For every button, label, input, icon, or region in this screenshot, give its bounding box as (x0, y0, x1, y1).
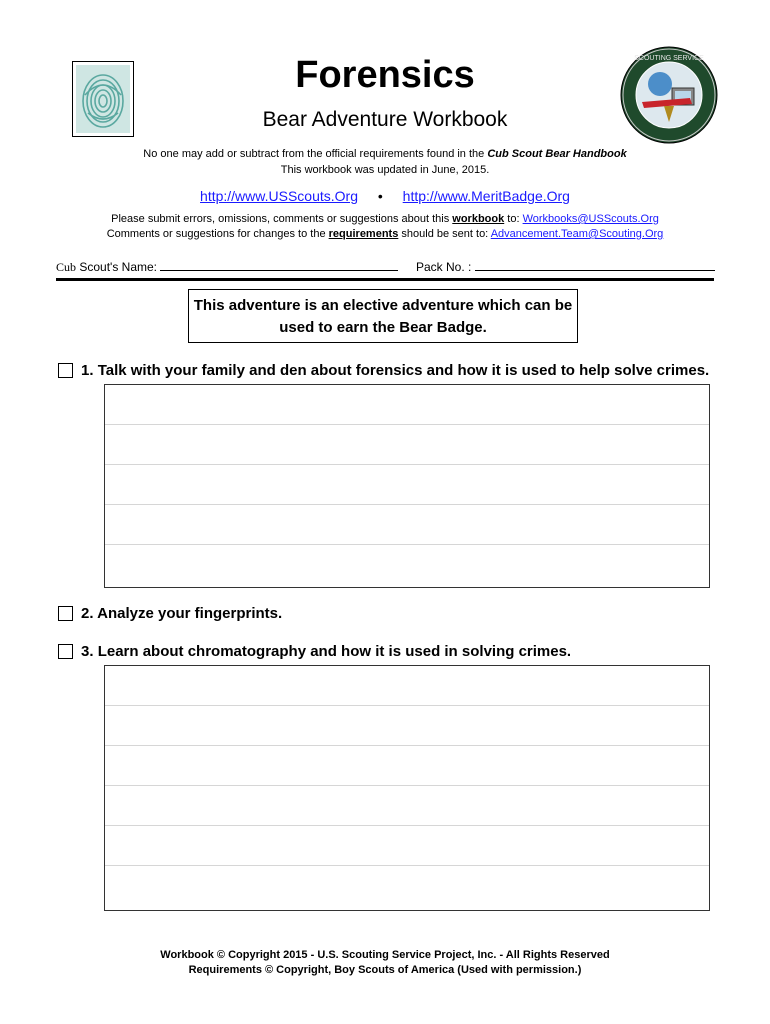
answer-line[interactable] (105, 385, 709, 425)
requirements-word: requirements (328, 228, 399, 240)
cub-word: Cub (56, 260, 77, 274)
link-separator: • (377, 188, 383, 204)
footer-line-2: Requirements © Copyright, Boy Scouts of America (Used with permission.) (188, 964, 582, 976)
website-links (0, 186, 770, 206)
submit-to-1: to: (504, 213, 523, 225)
answer-line[interactable] (105, 826, 709, 866)
workbooks-email-link[interactable]: Workbooks@USScouts.Org (522, 213, 659, 225)
handbook-title: Cub Scout Bear Handbook (487, 148, 627, 160)
page-title: Forensics (295, 54, 475, 96)
elective-line-2: used to earn the Bear Badge. (279, 319, 487, 336)
pack-number-field (416, 258, 715, 275)
requirement-3-answer-box[interactable] (104, 665, 710, 911)
requirement-3-number: 3. (81, 643, 94, 660)
workbook-word: workbook (452, 213, 505, 225)
submit-text-2: Comments or suggestions for changes to the (106, 228, 329, 240)
requirement-3-checkbox[interactable] (58, 644, 73, 659)
answer-line[interactable] (105, 746, 709, 786)
submit-to-2: should be sent to: (398, 228, 491, 240)
header-divider (56, 278, 714, 281)
elective-line-1: This adventure is an elective adventure which can be (193, 297, 573, 314)
scout-name-input-line[interactable] (160, 258, 398, 271)
answer-line[interactable] (105, 706, 709, 746)
scout-name-field (56, 258, 398, 275)
answer-line[interactable] (105, 666, 709, 706)
requirement-1-answer-box[interactable] (104, 384, 710, 588)
answer-line[interactable] (105, 465, 709, 505)
answer-line[interactable] (105, 786, 709, 826)
notice-text: No one may add or subtract from the official requirements found in the (143, 148, 488, 160)
pack-number-label: Pack No. : (416, 260, 472, 274)
answer-line[interactable] (105, 425, 709, 465)
update-text: This workbook was updated in June, 2015. (280, 164, 490, 176)
pack-number-input-line[interactable] (475, 258, 715, 271)
meritbadge-link[interactable]: http://www.MeritBadge.Org (402, 188, 570, 204)
requirement-3-text: Learn about chromatography and how it is used in solving crimes. (97, 643, 572, 660)
submit-info (0, 212, 770, 242)
answer-line[interactable] (105, 545, 709, 585)
page-subtitle: Bear Adventure Workbook (262, 108, 508, 131)
answer-line[interactable] (105, 866, 709, 906)
requirement-1-checkbox[interactable] (58, 363, 73, 378)
requirement-2-number: 2. (81, 605, 94, 622)
advancement-email-link[interactable]: Advancement.Team@Scouting.Org (490, 228, 664, 240)
requirements-notice (0, 146, 770, 178)
answer-line[interactable] (105, 505, 709, 545)
requirement-2-checkbox[interactable] (58, 606, 73, 621)
requirement-1 (58, 361, 709, 381)
requirement-3 (58, 642, 571, 662)
submit-text-1: Please submit errors, omissions, comments or suggestions about this (111, 213, 453, 225)
scout-name-label: Scout's Name: (76, 260, 158, 274)
copyright-footer (0, 948, 770, 978)
requirement-2 (58, 604, 282, 624)
requirement-2-text: Analyze your fingerprints. (97, 605, 283, 622)
svg-text:SCOUTING SERVICE: SCOUTING SERVICE (634, 55, 704, 62)
requirement-1-text: Talk with your family and den about forensics and how it is used to help solve crimes. (97, 362, 710, 379)
requirement-1-number: 1. (81, 362, 94, 379)
elective-notice-box (188, 289, 578, 343)
footer-line-1: Workbook © Copyright 2015 - U.S. Scouting Service Project, Inc. - All Rights Reserved (160, 949, 610, 961)
usscouts-link[interactable]: http://www.USScouts.Org (200, 188, 358, 204)
